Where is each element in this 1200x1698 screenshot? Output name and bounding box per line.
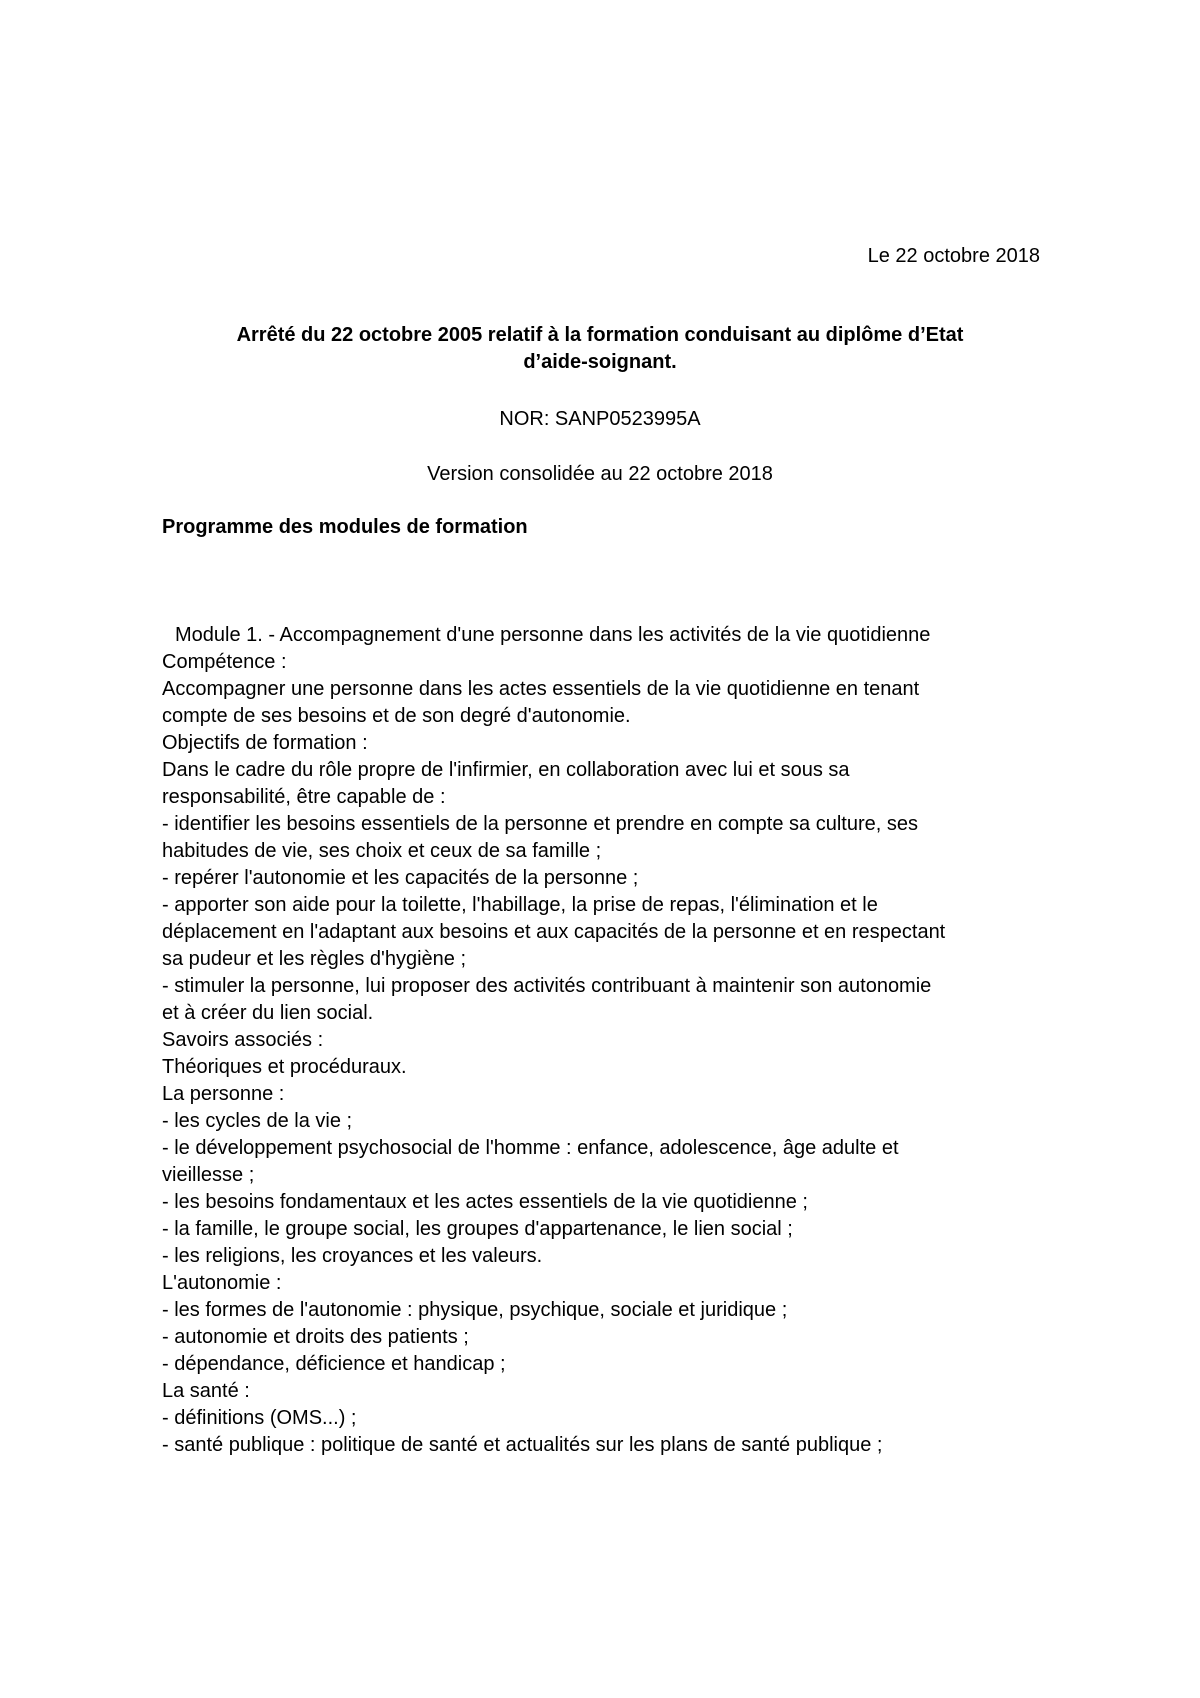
body-line: habitudes de vie, ses choix et ceux de sa famille ; [162, 840, 602, 862]
body-line: Compétence : [162, 651, 287, 673]
body-line: - la famille, le groupe social, les groupes d'appartenance, le lien social ; [162, 1218, 793, 1240]
body-line: - les cycles de la vie ; [162, 1110, 353, 1132]
body-line: Dans le cadre du rôle propre de l'infirmier, en collaboration avec lui et sous sa [162, 759, 850, 781]
body-line: - repérer l'autonomie et les capacités de la personne ; [162, 867, 639, 889]
body-line: Module 1. - Accompagnement d'une personne dans les activités de la vie quotidienne [175, 624, 931, 646]
body-line: - définitions (OMS...) ; [162, 1407, 357, 1429]
body-line: - apporter son aide pour la toilette, l'habillage, la prise de repas, l'élimination et le [162, 894, 878, 916]
body-line: - le développement psychosocial de l'homme : enfance, adolescence, âge adulte et [162, 1137, 899, 1159]
title-line-2: d’aide-soignant. [523, 351, 677, 373]
body-line: compte de ses besoins et de son degré d'autonomie. [162, 705, 631, 727]
nor-reference: NOR: SANP0523995A [499, 408, 701, 430]
body-line: - les religions, les croyances et les valeurs. [162, 1245, 543, 1267]
body-line: Savoirs associés : [162, 1029, 324, 1051]
body-line: déplacement en l'adaptant aux besoins et aux capacités de la personne et en respectant [162, 921, 946, 943]
body-line: - les formes de l'autonomie : physique, psychique, sociale et juridique ; [162, 1299, 788, 1321]
body-line: L'autonomie : [162, 1272, 282, 1294]
body-text [162, 622, 1062, 1459]
body-line: - les besoins fondamentaux et les actes essentiels de la vie quotidienne ; [162, 1191, 808, 1213]
body-line: Accompagner une personne dans les actes essentiels de la vie quotidienne en tenant [162, 678, 920, 700]
body-line: Théoriques et procéduraux. [162, 1056, 407, 1078]
body-line: - stimuler la personne, lui proposer des activités contribuant à maintenir son autonomie [162, 975, 932, 997]
body-line: sa pudeur et les règles d'hygiène ; [162, 948, 467, 970]
body-line: - identifier les besoins essentiels de la personne et prendre en compte sa culture, ses [162, 813, 918, 835]
title-line-1: Arrêté du 22 octobre 2005 relatif à la formation conduisant au diplôme d’Etat [236, 324, 964, 346]
body-line: Objectifs de formation : [162, 732, 368, 754]
body-line: La personne : [162, 1083, 285, 1105]
section-heading: Programme des modules de formation [162, 516, 528, 538]
body-line: La santé : [162, 1380, 250, 1402]
body-line: et à créer du lien social. [162, 1002, 374, 1024]
body-line: vieillesse ; [162, 1164, 255, 1186]
document-title [150, 322, 1050, 376]
body-line: - santé publique : politique de santé et actualités sur les plans de santé publique ; [162, 1434, 883, 1456]
document-date: Le 22 octobre 2018 [867, 245, 1040, 267]
body-line: - dépendance, déficience et handicap ; [162, 1353, 506, 1375]
body-line: - autonomie et droits des patients ; [162, 1326, 469, 1348]
body-line: responsabilité, être capable de : [162, 786, 446, 808]
version-line: Version consolidée au 22 octobre 2018 [427, 463, 773, 485]
